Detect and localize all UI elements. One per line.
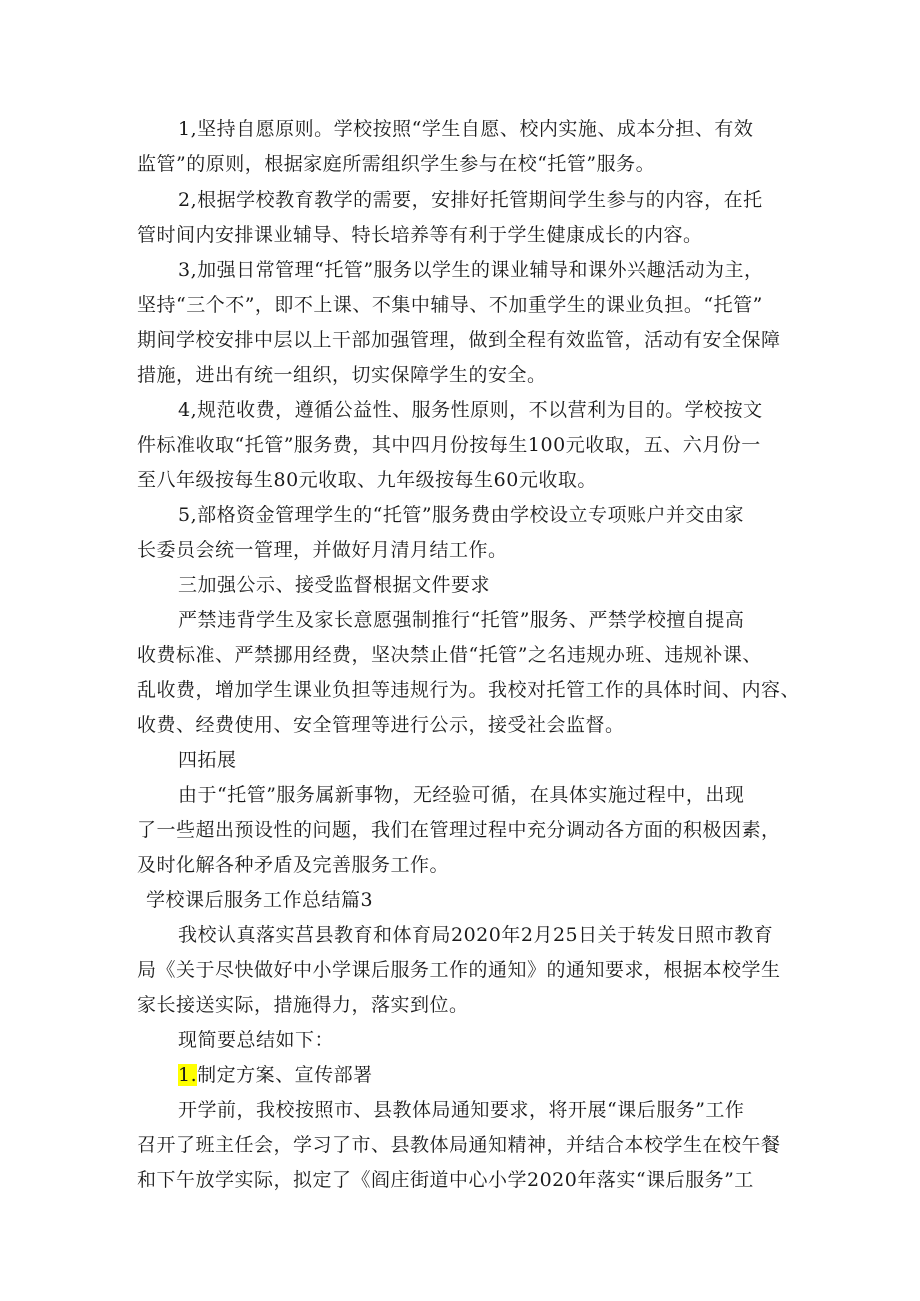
paragraph-8-line-2: 局《关于尽快做好中小学课后服务工作的通知》的通知要求，根据本校学生 <box>137 959 781 981</box>
paragraph-7-line-1: 由于“托管”服务属新事物，无经验可循，在具体实施过程中，出现 <box>178 784 745 806</box>
paragraph-4-line-2: 件标准收取“托管”服务费，其中四月份按每生100元收取，五、六月份一 <box>137 434 761 456</box>
paragraph-2-line-2: 管时间内安排课业辅导、特长培养等有利于学生健康成长的内容。 <box>137 224 703 246</box>
paragraph-4-line-1: 4,规范收费，遵循公益性、服务性原则，不以营利为目的。学校按文 <box>178 399 763 421</box>
paragraph-6-line-3: 乱收费，增加学生课业负担等违规行为。我校对托管工作的具体时间、内容、 <box>137 679 801 701</box>
paragraph-6-line-2: 收费标准、严禁挪用经费，坚决禁止借“托管”之名违规办班、违规补课、 <box>137 644 762 666</box>
section-heading-3: 三加强公示、接受监督根据文件要求 <box>178 574 491 596</box>
paragraph-3-line-4: 措施，进出有统一组织，切实保障学生的安全。 <box>137 364 547 386</box>
paragraph-7-line-3: 及时化解各种矛盾及完善服务工作。 <box>137 854 450 876</box>
paragraph-9-line-3: 和下午放学实际，拟定了《阎庄街道中心小学2020年落实“课后服务”工 <box>137 1169 754 1191</box>
numbered-heading-text: 制定方案、宣传部署 <box>197 1064 373 1086</box>
highlighted-number: 1. <box>178 1064 198 1086</box>
paragraph-3-line-1: 3,加强日常管理“托管”服务以学生的课业辅导和课外兴趣活动为主， <box>178 259 764 281</box>
paragraph-8-line-3: 家长接送实际，措施得力，落实到位。 <box>137 994 469 1016</box>
paragraph-5-line-1: 5,部格资金管理学生的“托管”服务费由学校设立专项账户并交由家 <box>178 504 745 526</box>
paragraph-1-line-1: 1,坚持自愿原则。学校按照“学生自愿、校内实施、成本分担、有效 <box>178 118 754 140</box>
paragraph-3-line-3: 期间学校安排中层以上干部加强管理，做到全程有效监管，活动有安全保障 <box>137 329 781 351</box>
paragraph-5-line-2: 长委员会统一管理，并做好月清月结工作。 <box>137 539 508 561</box>
article-title: 学校课后服务工作总结篇3 <box>146 889 374 911</box>
paragraph-7-line-2: 了一些超出预设性的问题，我们在管理过程中充分调动各方面的积极因素， <box>137 819 781 841</box>
paragraph-6-line-1: 严禁违背学生及家长意愿强制推行“托管”服务、严禁学校擅自提高 <box>178 609 745 631</box>
paragraph-1-line-2: 监管”的原则，根据家庭所需组织学生参与在校“托管”服务。 <box>137 153 656 175</box>
numbered-heading <box>178 1062 373 1088</box>
paragraph-2-line-1: 2,根据学校教育教学的需要，安排好托管期间学生参与的内容，在托 <box>178 189 763 211</box>
paragraph-6-line-4: 收费、经费使用、安全管理等进行公示，接受社会监督。 <box>137 714 625 736</box>
paragraph-3-line-2: 坚持“三个不”，即不上课、不集中辅导、不加重学生的课业负担。“托管” <box>137 294 763 316</box>
paragraph-8-line-1: 我校认真落实莒县教育和体育局2020年2月25日关于转发日照市教育 <box>178 924 774 946</box>
section-heading-4: 四拓展 <box>178 749 237 771</box>
paragraph-9-line-2: 召开了班主任会，学习了市、县教体局通知精神，并结合本校学生在校午餐 <box>137 1134 781 1156</box>
paragraph-9-line-1: 开学前，我校按照市、县教体局通知要求，将开展“课后服务”工作 <box>178 1099 745 1121</box>
summary-intro: 现简要总结如下： <box>178 1029 335 1051</box>
paragraph-4-line-3: 至八年级按每生80元收取、九年级按每生60元收取。 <box>137 469 597 491</box>
